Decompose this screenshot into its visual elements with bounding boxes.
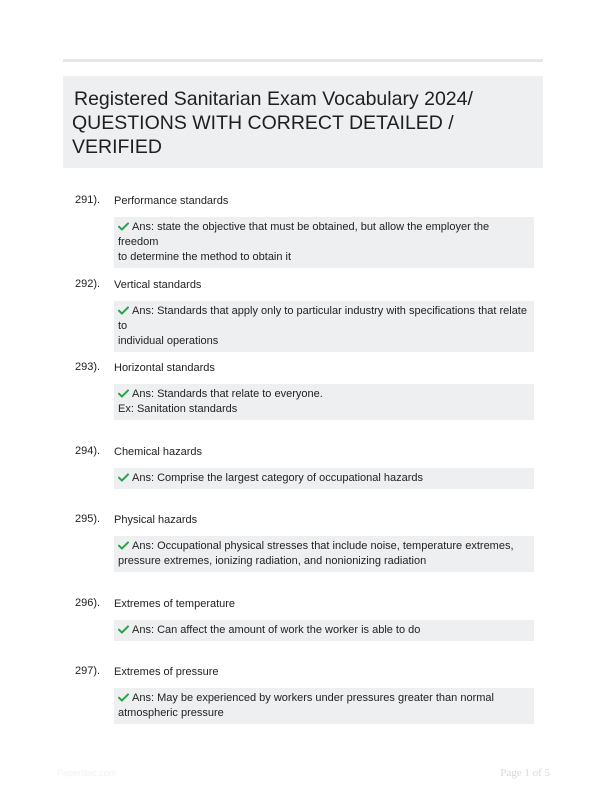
answer-line [118, 539, 530, 554]
document-title-line-2: QUESTIONS WITH CORRECT DETAILED / [72, 112, 454, 134]
answer-line [118, 304, 530, 334]
answer-text: Ans: May be experienced by workers under pressures greater than normal [132, 692, 494, 704]
question-text: Extremes of pressure [114, 666, 219, 678]
answer-line [118, 220, 530, 250]
answer-box [114, 301, 534, 352]
question-number: 297). [75, 665, 101, 677]
check-icon [118, 222, 129, 231]
answer-box [114, 536, 534, 572]
question-number: 293). [75, 361, 101, 373]
check-icon [118, 625, 129, 634]
question-text: Chemical hazards [114, 446, 203, 458]
answer-text: Ans: Standards that apply only to particular industry with specifications that relate to [118, 305, 527, 332]
answer-text: Ans: Comprise the largest category of occupational hazards [132, 472, 424, 484]
question-number: 295). [75, 513, 101, 525]
footer-watermark: Paperlibic.com [57, 768, 117, 778]
top-divider [63, 59, 543, 62]
answer-text: Ans: Standards that relate to everyone. [132, 388, 323, 400]
question-text: Horizontal standards [114, 362, 215, 374]
document-title-line-1: Registered Sanitarian Exam Vocabulary 2024/ [74, 88, 473, 110]
check-icon [118, 693, 129, 702]
answer-line [118, 402, 530, 417]
document-title [72, 87, 535, 159]
check-icon [118, 389, 129, 398]
question-number: 291). [75, 194, 101, 206]
answer-box [114, 688, 534, 724]
check-icon [118, 306, 129, 315]
question-text: Vertical standards [114, 279, 202, 291]
page-number: Page 1 of 5 [500, 767, 550, 779]
check-icon [118, 473, 129, 482]
question-number: 296). [75, 597, 101, 609]
check-icon [118, 541, 129, 550]
answer-line [118, 334, 530, 349]
answer-box [114, 384, 534, 420]
question-text: Physical hazards [114, 514, 198, 526]
answer-text: pressure extremes, ionizing radiation, and nonionizing radiation [118, 555, 427, 567]
answer-text: Ans: state the objective that must be obtained, but allow the employer the freedom [118, 221, 490, 248]
answer-line [118, 471, 530, 486]
document-title-line-3: VERIFIED [72, 136, 162, 158]
answer-text: Ex: Sanitation standards [118, 403, 238, 415]
question-text: Extremes of temperature [114, 598, 236, 610]
answer-line [118, 387, 530, 402]
answer-box [114, 217, 534, 268]
answer-text: Ans: Occupational physical stresses that include noise, temperature extremes, [132, 540, 514, 552]
answer-box [114, 620, 534, 641]
question-number: 292). [75, 278, 101, 290]
answer-line [118, 691, 530, 706]
question-number: 294). [75, 445, 101, 457]
answer-line [118, 554, 530, 569]
answer-line [118, 250, 530, 265]
answer-line [118, 706, 530, 721]
answer-text: to determine the method to obtain it [118, 251, 292, 263]
answer-box [114, 468, 534, 489]
answer-line [118, 623, 530, 638]
answer-text: atmospheric pressure [118, 707, 224, 719]
title-panel [63, 76, 543, 168]
answer-text: Ans: Can affect the amount of work the worker is able to do [132, 624, 421, 636]
answer-text: individual operations [118, 335, 219, 347]
question-text: Performance standards [114, 195, 229, 207]
